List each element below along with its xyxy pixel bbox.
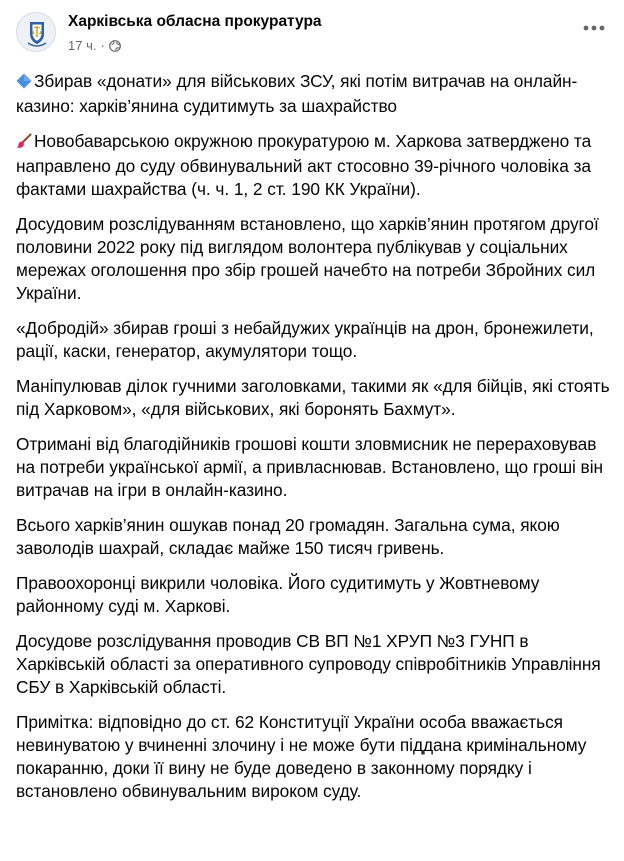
- meta-separator: ·: [100, 38, 105, 53]
- paragraph: Всього харків’янин ошукав понад 20 громадян. Загальна сума, якою заволодів шахрай, складає майже 150 тисяч гривень.: [16, 515, 560, 558]
- page-name-link[interactable]: Харківська обласна прокуратура: [68, 13, 322, 30]
- paragraph-text: Новобаварською окружною прокуратурою м. Харкова затверджено та направлено до суду обвинувальний акт стосовно 39-річного чоловіка за фактами шахрайства (ч. ч. 1, 2 ст. 190 КК України).: [16, 131, 592, 199]
- paragraph: Примітка: відповідно до ст. 62 Конституції України особа вважається невинуватою у вчиненні злочину і не може бути піддана кримінальному покаранню, доки її вину не буде доведено в законному порядку і встановлено обвинувальним вироком суду.: [16, 712, 587, 801]
- paragraph: Досудове розслідування проводив СВ ВП №1 ХРУП №3 ГУНП в Харківській області за оперативного супроводу співробітників Управління СБУ в Харківській області.: [16, 631, 601, 697]
- paragraph: [16, 130, 612, 201]
- more-options-icon[interactable]: [580, 18, 608, 38]
- paragraph: Маніпулював ділок гучними заголовками, такими як «для бійців, які стоять під Харковом», «для військових, які боронять Бахмут».: [16, 376, 610, 419]
- post-body: [16, 70, 612, 815]
- prosecutor-emblem-icon: [17, 13, 56, 52]
- paragraph: Отримані від благодійників грошові кошти зловмисник не перераховував на потреби української армії, а привласнював. Встановлено, що гроші він витрачав на ігри в онлайн-казино.: [16, 434, 603, 500]
- globe-icon[interactable]: [109, 40, 121, 52]
- paragraph: Правоохоронці викрили чоловіка. Його судитимуть у Жовтневому районному суді м. Харкові.: [16, 573, 540, 616]
- blue-diamond-icon: [16, 72, 32, 95]
- paragraph: Досудовим розслідуванням встановлено, що харків’янин протягом другої половини 2022 року під виглядом волонтера публікував у соціальних мережах оголошення про збір грошей начебто на потреби Збройних сил України.: [16, 214, 599, 303]
- post-header: [16, 12, 608, 58]
- paragraph-text: Збирав «донати» для військових ЗСУ, які потім витрачав на онлайн-казино: харків’янина судитимуть за шахрайство: [16, 71, 578, 116]
- paintbrush-icon: [16, 132, 32, 155]
- paragraph: «Добродій» збирав гроші з небайдужих українців на дрон, бронежилети, рації, каски, генератор, акумулятори тощо.: [16, 318, 594, 361]
- post-meta: [68, 38, 121, 53]
- avatar[interactable]: [16, 12, 56, 52]
- post-headline: [16, 70, 612, 118]
- post-timestamp[interactable]: 17 ч.: [68, 38, 97, 53]
